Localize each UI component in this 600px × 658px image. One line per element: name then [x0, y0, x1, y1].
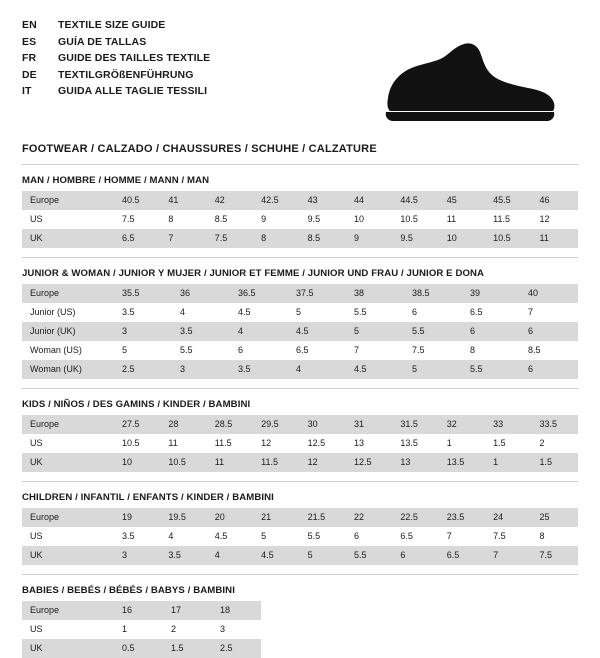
row-label: Junior (UK) — [22, 322, 114, 341]
size-cell: 5 — [288, 303, 346, 322]
size-cell: 25 — [532, 508, 578, 527]
size-cell: 36.5 — [230, 284, 288, 303]
size-cell: 0.5 — [114, 639, 163, 658]
size-cell: 10.5 — [485, 229, 531, 248]
section-divider — [22, 574, 578, 575]
size-cell: 45 — [439, 191, 485, 210]
size-cell: 12.5 — [346, 453, 392, 472]
size-cell: 6.5 — [439, 546, 485, 565]
language-title: GUÍA DE TALLAS — [58, 35, 147, 48]
language-title: GUIDA ALLE TAGLIE TESSILI — [58, 85, 208, 97]
row-label: Europe — [22, 191, 114, 210]
size-cell: 8 — [462, 341, 520, 360]
size-cell: 10.5 — [160, 453, 206, 472]
size-cell: 11.5 — [207, 434, 253, 453]
table-row — [22, 360, 578, 379]
size-cell: 27.5 — [114, 415, 160, 434]
size-cell: 3.5 — [172, 322, 230, 341]
language-row — [22, 18, 210, 34]
size-cell: 1.5 — [532, 453, 578, 472]
size-cell: 4.5 — [207, 527, 253, 546]
size-cell: 39 — [462, 284, 520, 303]
document-header — [22, 18, 578, 131]
table-row — [22, 341, 578, 360]
size-cell: 1 — [114, 620, 163, 639]
size-cell: 38 — [346, 284, 404, 303]
size-cell: 28.5 — [207, 415, 253, 434]
size-cell: 7 — [485, 546, 531, 565]
table-row — [22, 434, 578, 453]
size-cell: 21 — [253, 508, 299, 527]
size-cell: 36 — [172, 284, 230, 303]
table-row — [22, 415, 578, 434]
size-cell: 7 — [439, 527, 485, 546]
size-cell: 12 — [300, 453, 346, 472]
size-cell: 46 — [532, 191, 578, 210]
size-cell: 30 — [300, 415, 346, 434]
language-code: IT — [22, 85, 32, 97]
size-cell: 8.5 — [300, 229, 346, 248]
size-cell: 11.5 — [253, 453, 299, 472]
size-cell: 42.5 — [253, 191, 299, 210]
table-row — [22, 191, 578, 210]
size-cell: 6 — [520, 322, 578, 341]
size-table — [22, 415, 578, 472]
row-label: UK — [22, 546, 114, 565]
size-cell: 43 — [300, 191, 346, 210]
size-group — [22, 492, 578, 565]
size-cell: 9.5 — [300, 210, 346, 229]
size-cell: 13.5 — [392, 434, 438, 453]
size-cell: 4 — [288, 360, 346, 379]
size-group-title: BABIES / BEBÉS / BÉBÉS / BABYS / BAMBINI — [22, 585, 235, 596]
row-label: Junior (US) — [22, 303, 114, 322]
size-cell: 7.5 — [207, 229, 253, 248]
size-cell: 2.5 — [114, 360, 172, 379]
size-cell: 6 — [392, 546, 438, 565]
row-label: Europe — [22, 415, 114, 434]
size-cell: 5.5 — [346, 546, 392, 565]
language-title: TEXTILE SIZE GUIDE — [58, 19, 166, 31]
size-cell: 11 — [532, 229, 578, 248]
size-cell: 33.5 — [532, 415, 578, 434]
size-cell: 8 — [253, 229, 299, 248]
size-cell: 5.5 — [404, 322, 462, 341]
table-row — [22, 229, 578, 248]
size-cell: 16 — [114, 601, 163, 620]
language-title: GUIDE DES TAILLES TEXTILE — [58, 52, 211, 64]
size-cell: 4 — [172, 303, 230, 322]
size-cell: 6.5 — [392, 527, 438, 546]
size-cell: 4.5 — [253, 546, 299, 565]
size-cell: 3 — [114, 546, 160, 565]
size-cell: 4.5 — [230, 303, 288, 322]
size-cell: 5.5 — [300, 527, 346, 546]
size-cell: 37.5 — [288, 284, 346, 303]
size-cell: 5 — [300, 546, 346, 565]
size-cell: 1.5 — [163, 639, 212, 658]
size-cell: 11 — [207, 453, 253, 472]
size-cell: 6 — [346, 527, 392, 546]
row-label: Woman (US) — [22, 341, 114, 360]
row-label: Woman (UK) — [22, 360, 114, 379]
size-group — [22, 268, 578, 379]
size-cell: 6.5 — [288, 341, 346, 360]
language-code: EN — [22, 19, 37, 31]
section-divider — [22, 257, 578, 258]
row-label: UK — [22, 229, 114, 248]
size-cell: 2.5 — [212, 639, 261, 658]
row-label: US — [22, 210, 114, 229]
row-label: US — [22, 434, 114, 453]
size-cell: 7.5 — [114, 210, 160, 229]
size-cell: 6.5 — [462, 303, 520, 322]
size-cell: 6 — [520, 360, 578, 379]
size-cell: 8 — [160, 210, 206, 229]
size-cell: 17 — [163, 601, 212, 620]
size-cell: 3.5 — [114, 527, 160, 546]
size-cell: 33 — [485, 415, 531, 434]
size-group — [22, 175, 578, 248]
size-cell: 19.5 — [160, 508, 206, 527]
size-cell: 13.5 — [439, 453, 485, 472]
language-row — [22, 35, 210, 51]
dress-shoe-icon — [378, 36, 558, 131]
row-label: UK — [22, 453, 114, 472]
language-row — [22, 51, 210, 67]
size-cell: 12 — [253, 434, 299, 453]
table-row — [22, 284, 578, 303]
row-label: US — [22, 527, 114, 546]
table-row — [22, 639, 261, 658]
size-table — [22, 284, 578, 379]
size-cell: 3 — [212, 620, 261, 639]
size-cell: 1 — [485, 453, 531, 472]
size-cell: 10 — [346, 210, 392, 229]
size-cell: 9 — [346, 229, 392, 248]
size-cell: 5.5 — [462, 360, 520, 379]
row-label: Europe — [22, 601, 114, 620]
size-cell: 1.5 — [485, 434, 531, 453]
section-divider — [22, 388, 578, 389]
size-cell: 31 — [346, 415, 392, 434]
language-row — [22, 68, 210, 84]
size-cell: 5 — [346, 322, 404, 341]
size-cell: 38.5 — [404, 284, 462, 303]
table-row — [22, 210, 578, 229]
size-cell: 24 — [485, 508, 531, 527]
section-divider — [22, 164, 578, 165]
size-cell: 7 — [160, 229, 206, 248]
table-row — [22, 303, 578, 322]
row-label: Europe — [22, 508, 114, 527]
table-row — [22, 601, 261, 620]
size-cell: 20 — [207, 508, 253, 527]
size-cell: 23.5 — [439, 508, 485, 527]
size-cell: 5 — [253, 527, 299, 546]
size-cell: 45.5 — [485, 191, 531, 210]
language-code: FR — [22, 52, 37, 64]
size-cell: 31.5 — [392, 415, 438, 434]
size-cell: 42 — [207, 191, 253, 210]
size-cell: 11 — [160, 434, 206, 453]
table-row — [22, 527, 578, 546]
size-cell: 5 — [114, 341, 172, 360]
size-cell: 40 — [520, 284, 578, 303]
row-label: UK — [22, 639, 114, 658]
table-row — [22, 322, 578, 341]
size-cell: 2 — [532, 434, 578, 453]
size-cell: 44.5 — [392, 191, 438, 210]
size-cell: 7.5 — [485, 527, 531, 546]
row-label: Europe — [22, 284, 114, 303]
size-table — [22, 601, 261, 658]
size-cell: 22.5 — [392, 508, 438, 527]
size-cell: 9.5 — [392, 229, 438, 248]
size-cell: 29.5 — [253, 415, 299, 434]
size-group-title: JUNIOR & WOMAN / JUNIOR Y MUJER / JUNIOR ET FEMME / JUNIOR UND FRAU / JUNIOR E DONA — [22, 268, 485, 279]
size-cell: 8 — [532, 527, 578, 546]
size-cell: 32 — [439, 415, 485, 434]
size-cell: 6 — [462, 322, 520, 341]
size-cell: 35.5 — [114, 284, 172, 303]
size-cell: 7 — [520, 303, 578, 322]
size-cell: 8.5 — [207, 210, 253, 229]
size-group — [22, 585, 578, 658]
size-cell: 12.5 — [300, 434, 346, 453]
size-cell: 19 — [114, 508, 160, 527]
size-group-title: KIDS / NIÑOS / DES GAMINS / KINDER / BAMBINI — [22, 399, 251, 410]
size-cell: 10.5 — [392, 210, 438, 229]
page-title: FOOTWEAR / CALZADO / CHAUSSURES / SCHUHE / CALZATURE — [22, 143, 377, 155]
size-cell: 40.5 — [114, 191, 160, 210]
language-titles — [22, 18, 210, 100]
size-cell: 1 — [439, 434, 485, 453]
size-group-title: MAN / HOMBRE / HOMME / MANN / MAN — [22, 175, 210, 186]
language-row — [22, 84, 210, 100]
language-code: ES — [22, 35, 37, 48]
size-cell: 4 — [230, 322, 288, 341]
size-cell: 7 — [346, 341, 404, 360]
language-title: TEXTILGRÖßENFÜHRUNG — [58, 68, 194, 81]
size-cell: 12 — [532, 210, 578, 229]
size-cell: 3.5 — [160, 546, 206, 565]
size-cell: 5 — [404, 360, 462, 379]
section-divider — [22, 481, 578, 482]
size-cell: 9 — [253, 210, 299, 229]
size-group-title: CHILDREN / INFANTIL / ENFANTS / KINDER / BAMBINI — [22, 492, 274, 503]
size-cell: 2 — [163, 620, 212, 639]
table-row — [22, 453, 578, 472]
size-cell: 3.5 — [230, 360, 288, 379]
size-cell: 3 — [114, 322, 172, 341]
size-cell: 4.5 — [346, 360, 404, 379]
size-cell: 21.5 — [300, 508, 346, 527]
size-cell: 18 — [212, 601, 261, 620]
size-cell: 6 — [404, 303, 462, 322]
size-cell: 6.5 — [114, 229, 160, 248]
size-cell: 44 — [346, 191, 392, 210]
size-cell: 13 — [346, 434, 392, 453]
size-cell: 11.5 — [485, 210, 531, 229]
size-cell: 13 — [392, 453, 438, 472]
size-cell: 4 — [207, 546, 253, 565]
size-cell: 6 — [230, 341, 288, 360]
size-cell: 10.5 — [114, 434, 160, 453]
size-cell: 28 — [160, 415, 206, 434]
size-cell: 5.5 — [346, 303, 404, 322]
table-row — [22, 620, 261, 639]
size-cell: 7.5 — [404, 341, 462, 360]
size-cell: 3 — [172, 360, 230, 379]
size-cell: 8.5 — [520, 341, 578, 360]
size-cell: 10 — [114, 453, 160, 472]
table-row — [22, 508, 578, 527]
size-cell: 3.5 — [114, 303, 172, 322]
language-code: DE — [22, 68, 37, 81]
size-table — [22, 508, 578, 565]
size-table — [22, 191, 578, 248]
size-cell: 41 — [160, 191, 206, 210]
size-cell: 7.5 — [532, 546, 578, 565]
size-cell: 22 — [346, 508, 392, 527]
size-cell: 4 — [160, 527, 206, 546]
size-cell: 11 — [439, 210, 485, 229]
size-cell: 4.5 — [288, 322, 346, 341]
row-label: US — [22, 620, 114, 639]
size-cell: 5.5 — [172, 341, 230, 360]
size-cell: 10 — [439, 229, 485, 248]
table-row — [22, 546, 578, 565]
size-tables — [22, 164, 578, 658]
size-group — [22, 399, 578, 472]
